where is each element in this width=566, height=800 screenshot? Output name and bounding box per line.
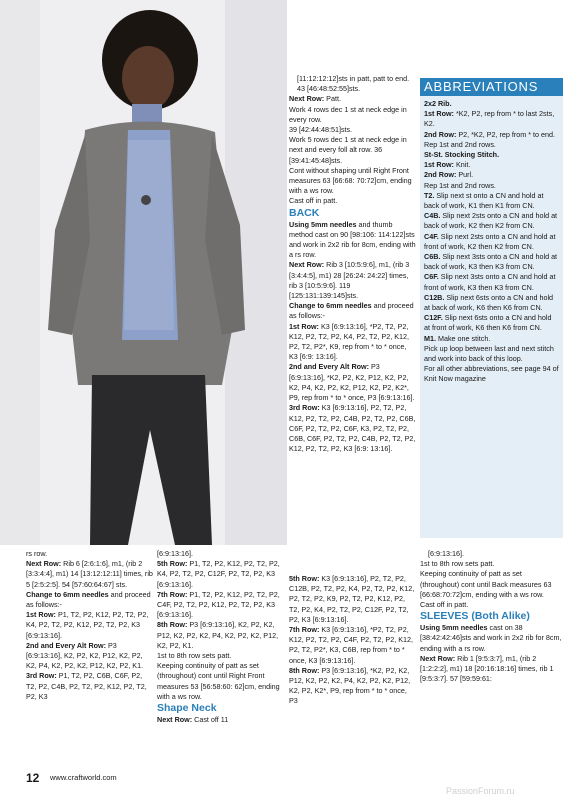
abbr-item: Rep 1st and 2nd rows. <box>424 180 496 190</box>
abbr-item: M1. Make one stitch. <box>424 333 491 343</box>
text-line: Change to 6mm needles and proceed as follows:- <box>289 301 414 321</box>
abbr-item: 2nd Row: P2, *K2, P2, rep from * to end. <box>424 129 556 139</box>
text-line: Cont without shaping until Right Front measures 63 [66:68: 70:72]cm, ending with a ws row. <box>289 165 412 196</box>
text-line: 3rd Row: P1, T2, P2, C6B, C6F, P2, T2, P2, C4B, P2, T2, P2, K12, P2, T2, P2, K3 <box>26 671 147 701</box>
abbr-item: C4B. Slip next 2sts onto a CN and hold at back of work, K2 then K2 from CN. <box>424 211 558 231</box>
text-line: Using 5mm needles and thumb method cast on 90 [98:106: 114:122]sts and work in 2x2 rib for 8cm, ending with a rs row. <box>289 219 416 260</box>
abbr-item: 1st Row: Knit. <box>424 160 471 170</box>
abbr-item: C6B. Slip next 3sts onto a CN and hold at back of work, K3 then K3 from CN. <box>424 252 558 272</box>
text-line: [6:9:13:16]. <box>428 549 464 558</box>
text-line: Work 5 rows dec 1 st at neck edge in next and every foll alt row. 36 [39:41:45:48]sts. <box>289 135 407 165</box>
text-line: Next Row: Rib 1 [9:5:3:7], m1, (rib 2 [1:2:2:2], m1) 18 [20:16:18:16] times, rib 1 [9:5:3:7]. 57 [59:59:61: <box>420 653 554 684</box>
text-line: Cast off in patt. <box>289 196 338 206</box>
text-line: 3rd Row: K3 [6:9:13:16], P2, T2, P2, K12, P2, T2, P2, C4B, P2, T2, P2, C6B, C6F, P2, T2, P2, C6F, K3, P2, T2, P2, C6B, C6F, P2, T2, P2, C4B, P2, T2, P2, K12, P2, T2, P2, K3 [6:9: 13:16]. <box>289 403 416 454</box>
abbreviations-box <box>420 78 563 538</box>
text-line: 1st Row: P1, T2, P2, K12, P2, T2, P2, K4, P2, T2, P2, K12, P2, T2, P2, K3 [6:9:13:16]. <box>26 610 149 640</box>
text-line: Next Row: Rib 3 [10:5:9:6], m1, (rib 3 [3:4:4:5], m1) 28 [26:24: 24:22] times, rib 3 [10:5:9:6]. 119 [125:131:139:145]sts. <box>289 260 410 301</box>
column-4-bottom <box>420 549 563 684</box>
watermark: PassionForum.ru <box>446 786 515 796</box>
abbr-item: St-St. Stocking Stitch. <box>424 150 500 160</box>
text-line: 5th Row: K3 [6:9:13:16], P2, T2, P2, C12B, P2, T2, P2, K4, P2, T2, P2, K12, P2, T2, P2, K9, P2, T2, P2, K12, P2, T2, P2, K4, P2, T2, P2, C12F, P2, T2, P2, K3 [6:9:13:16]. <box>289 574 415 624</box>
column-1-bottom <box>26 549 154 702</box>
abbr-item: C6F. Slip next 3sts onto a CN and hold at front of work, K3 then K3 from CN. <box>424 272 556 292</box>
shape-neck-heading: Shape Neck <box>157 702 217 715</box>
text-line: Keeping continuity of patt as set (throughout) cont until Right Front measures 53 [56:58:60: 62]cm, ending with a ws row. <box>157 661 280 701</box>
text-line: 2nd and Every Alt Row: P3 [6:9:13:16], *K2, P2, K2, P12, K2, P2, K2, P4, K2, P2, K2, P12, K2, P2, K2*, P9, rep from * to * once, P3 [6:9:13:16]. <box>289 362 415 403</box>
text-line: Cast off in patt. <box>420 600 469 610</box>
text-line: 8th Row: P3 [6:9:13:16], *K2, P2, K2, P12, K2, P2, K2, P4, K2, P2, K2, P12, K2, P2, K2*, P9, rep from * to * once, P3 <box>289 665 411 706</box>
text-line: Work 4 rows dec 1 st at neck edge in every row. <box>289 104 407 124</box>
text-line: Next Row: Patt. <box>289 94 341 104</box>
text-line: Keeping continuity of patt as set (throughout) cont until Back measures 63 [66:68:70:72]cm, ending with a ws row. <box>420 569 552 599</box>
abbr-item: T2. Slip next st onto a CN and hold at back of work, K1 then K1 from CN. <box>424 190 544 211</box>
abbreviations-body <box>420 96 563 385</box>
abbr-item: 2x2 Rib. <box>424 99 452 108</box>
abbreviations-title: ABBREVIATIONS <box>420 78 563 96</box>
abbr-item: C12B. Slip next 6sts onto a CN and hold at back of work, K6 then K6 from CN. <box>424 292 554 313</box>
text-line: Next Row: Cast off 11 <box>157 715 229 725</box>
text-line: 39 [42:44:48:51]sts. <box>289 125 353 135</box>
abbr-item: C12F. Slip next 6sts onto a CN and hold at front of work, K6 then K6 from CN. <box>424 313 552 333</box>
text-line: 2nd and Every Alt Row: P3 [6:9:13:16], K2, P2, K2, P12, K2, P2, K2, P4, K2, P2, K2, P12, K2, P2, K1. <box>26 640 144 671</box>
text-line: 8th Row: P3 [6:9:13:16], K2, P2, K2, P12, K2, P2, K2, P4, K2, P2, K2, P12, K2, P2, K1. <box>157 620 279 650</box>
text-line: 7th Row: K3 [6:9:13:16], *P2, T2, P2, K12, P2, T2, P2, C4F, P2, T2, P2, K12, P2, T2, P2*, K3, C6B, rep from * to * once, K3 [6:9:13:16]. <box>289 625 413 665</box>
text-line: Next Row: Rib 6 [2:6:1:6], m1, (rib 2 [3:3:4:4], m1) 14 [13:12:12:11] times, rib 5 [2:5:2:5]. 54 [57:60:64:67] sts. <box>26 559 153 589</box>
page-number: 12 <box>26 771 40 785</box>
text-line: rs row. <box>26 549 48 558</box>
abbr-item: For all other abbreviations, see page 94 of Knit Now magazine <box>424 364 559 384</box>
text-line: [11:12:12:12]sts in patt, patt to end. 43 [46:48:52:55]sts. <box>297 74 410 94</box>
abbr-item: Rep 1st and 2nd rows. <box>424 139 496 149</box>
text-line: Using 5mm needles cast on 38 [38:42:42:46]sts and work in 2x2 rib for 8cm, ending with a rs row. <box>420 623 562 653</box>
text-line: 5th Row: P1, T2, P2, K12, P2, T2, P2, K4, P2, T2, P2, C12F, P2, T2, P2, K3 [6:9:13:16]. <box>157 559 280 589</box>
text-line: 1st Row: K3 [6:9:13:16], *P2, T2, P2, K12, P2, T2, P2, K4, P2, T2, P2, K12, P2, T2, P2*, K9, rep from * to * once, K3 [6:9: 13:16]. <box>289 321 409 362</box>
text-line: Change to 6mm needles and proceed as follows:- <box>26 589 151 610</box>
abbr-item: 2nd Row: Purl. <box>424 170 474 180</box>
text-line: [6:9:13:16]. <box>157 549 193 558</box>
text-line: 1st to 8th row sets patt. <box>157 651 232 661</box>
column-3-bottom <box>289 574 417 707</box>
text-line: 1st to 8th row sets patt. <box>420 559 495 569</box>
text-line: 7th Row: P1, T2, P2, K12, P2, T2, P2, C4F, P2, T2, P2, K12, P2, T2, P2, K3 [6:9:13:16]. <box>157 589 280 620</box>
site-url[interactable]: www.craftworld.com <box>50 773 117 782</box>
back-heading: BACK <box>289 206 320 219</box>
abbr-item: Pick up loop between last and next stitch and work into back of this loop. <box>424 343 554 364</box>
model-illustration <box>0 0 287 545</box>
column-2-bottom <box>157 549 285 725</box>
sleeves-heading: SLEEVES (Both Alike) <box>420 610 530 623</box>
abbr-item: C4F. Slip next 2sts onto a CN and hold at front of work, K2 then K2 from CN. <box>424 231 556 251</box>
model-photo <box>0 0 287 545</box>
abbr-item: 1st Row: *K2, P2, rep from * to last 2sts, K2. <box>424 109 555 129</box>
column-2-top <box>289 74 417 454</box>
page-footer <box>0 760 566 800</box>
